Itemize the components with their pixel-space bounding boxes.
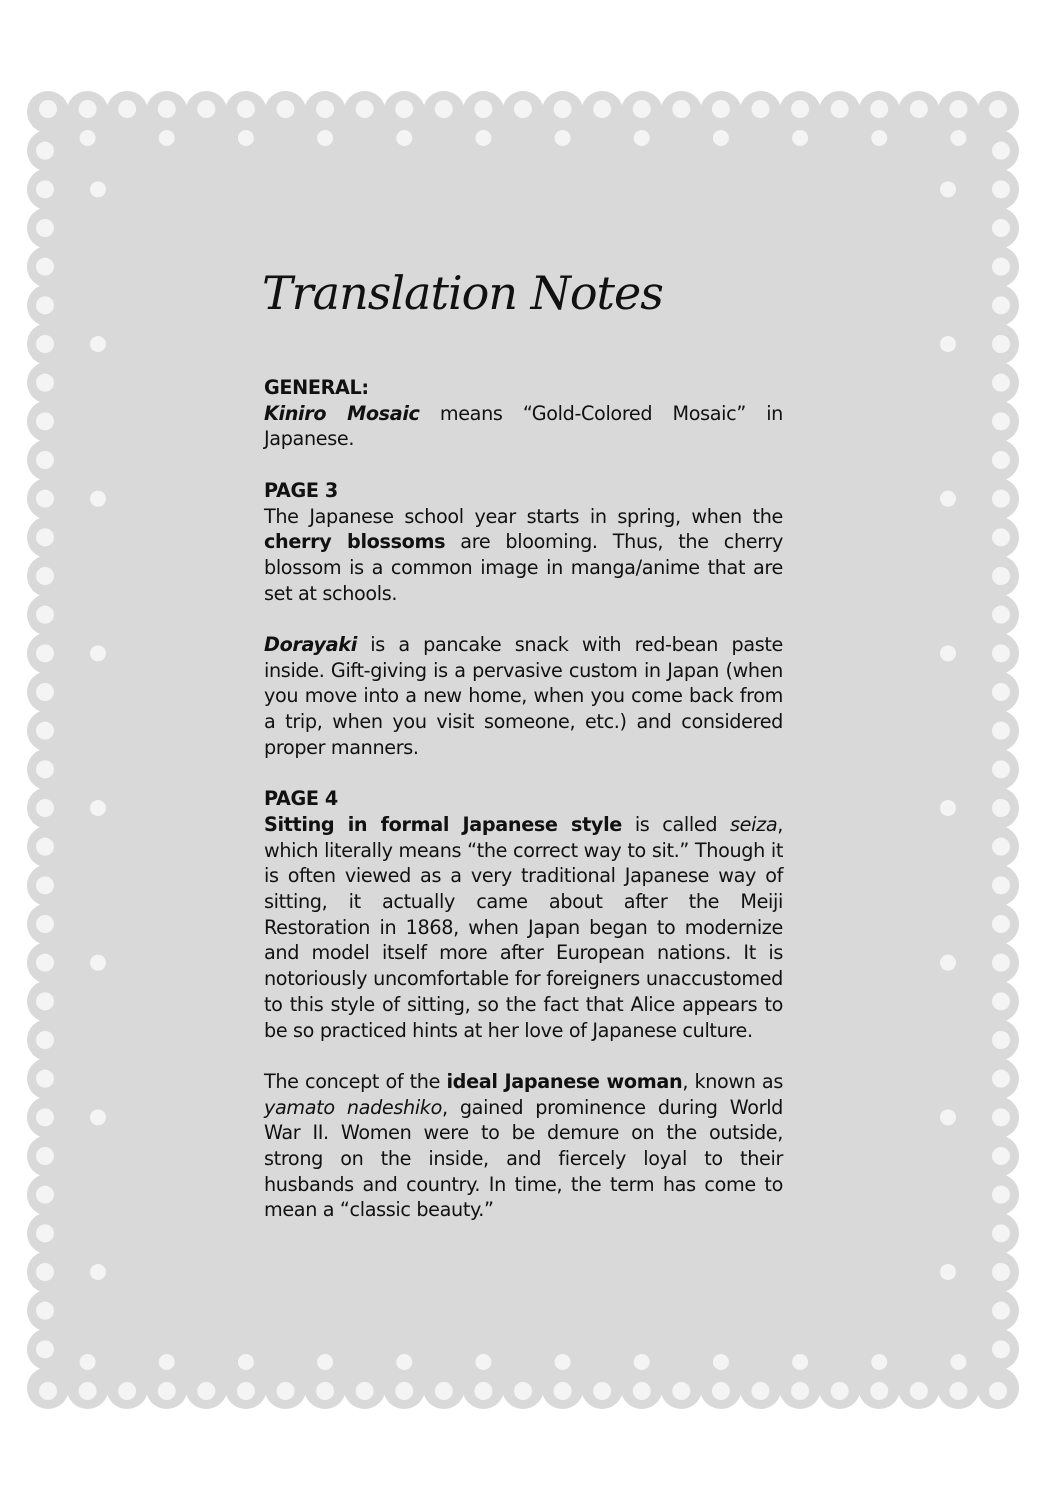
lace-hole [36,992,54,1010]
lace-hole [36,490,54,508]
lace-dot [940,181,956,197]
lace-hole [992,1340,1010,1358]
lace-dot [555,1354,571,1370]
lace-hole [992,567,1010,585]
lace-hole [36,412,54,430]
lace-hole [752,100,770,118]
lace-hole [949,100,967,118]
lace-hole [992,1031,1010,1049]
lace-dot [871,130,887,146]
lace-hole [992,258,1010,276]
lace-dot [555,130,571,146]
emphasis-term: ideal Japanese woman [446,1069,683,1093]
lace-hole [992,606,1010,624]
lace-hole [633,1382,651,1400]
emphasis-term: Dorayaki [264,633,357,656]
lace-hole [992,760,1010,778]
lace-hole [36,915,54,933]
lace-dot [396,1354,412,1370]
lace-hole [992,954,1010,972]
text-run: , gained prominence during World War II. Women were to be demure on the outside, strong on the inside, and fiercely loyal to their husbands and country. In time, the term has come to mean a “classic beauty.” [264,1095,784,1222]
lace-hole [992,180,1010,198]
lace-hole [593,100,611,118]
lace-dot [159,1354,175,1370]
lace-hole [36,1340,54,1358]
lace-hole [474,1382,492,1400]
text-run: is a pancake snack with red-bean paste inside. Gift-giving is a pervasive custom in Japan (when you move into a new home, when you come back from a trip, when you visit someone, etc.) and considered proper manners. [264,633,783,759]
note-paragraph [264,1069,783,1223]
lace-hole [992,374,1010,392]
lace-dot [940,1109,956,1125]
lace-hole [237,100,255,118]
section-heading: PAGE 3 [264,478,338,502]
lace-hole [514,1382,532,1400]
lace-hole [992,799,1010,817]
lace-hole [36,1263,54,1281]
lace-hole [435,100,453,118]
lace-hole [474,100,492,118]
lace-hole [831,1382,849,1400]
lace-hole [992,1108,1010,1126]
lace-hole [79,100,97,118]
lace-dot [90,181,106,197]
lace-hole [36,335,54,353]
lace-hole [712,100,730,118]
lace-dot [713,130,729,146]
lace-hole [992,722,1010,740]
lace-hole [36,644,54,662]
lace-hole [435,1382,453,1400]
lace-hole [36,567,54,585]
lace-hole [992,1070,1010,1088]
notes-section [264,478,783,761]
lace-hole [36,528,54,546]
lace-hole [949,1382,967,1400]
lace-hole [672,1382,690,1400]
lace-hole [316,1382,334,1400]
emphasis-term: Kiniro Mosaic [264,401,420,425]
lace-dot [940,491,956,507]
lace-hole [791,100,809,118]
lace-hole [554,100,572,118]
lace-hole [992,412,1010,430]
lace-hole [992,992,1010,1010]
lace-hole [36,799,54,817]
notes-body [264,375,783,1249]
section-heading: GENERAL: [264,376,369,399]
text-run: is called [621,812,731,836]
lace-hole [36,296,54,314]
lace-dot [713,1354,729,1370]
lace-hole [395,100,413,118]
lace-hole [992,1224,1010,1242]
lace-hole [36,760,54,778]
emphasis-term: cherry blossoms [264,530,446,554]
lace-hole [992,296,1010,314]
lace-hole [992,876,1010,894]
lace-dot [90,1109,106,1125]
lace-hole [831,100,849,118]
lace-hole [39,1382,57,1400]
lace-hole [870,100,888,118]
lace-hole [118,1382,136,1400]
lace-dot [238,1354,254,1370]
note-paragraph [264,401,783,452]
lace-hole [36,374,54,392]
lace-hole [36,1224,54,1242]
lace-dot [80,130,96,146]
lace-dot [238,130,254,146]
lace-hole [197,100,215,118]
lace-hole [36,180,54,198]
lace-hole [752,1382,770,1400]
lace-hole [992,335,1010,353]
lace-dot [792,1354,808,1370]
lace-hole [36,1302,54,1320]
lace-hole [36,219,54,237]
note-paragraph [264,504,783,607]
lace-hole [870,1382,888,1400]
lace-hole [158,100,176,118]
lace-hole [992,1147,1010,1165]
text-run: , known as [682,1069,783,1093]
note-paragraph [264,632,783,761]
lace-hole [36,451,54,469]
lace-hole [277,100,295,118]
lace-hole [39,100,57,118]
text-run: are blooming. Thus, the cherry blossom is a common image in manga/anime that are set at schools. [264,530,784,605]
lace-dot [792,130,808,146]
lace-hole [992,915,1010,933]
page-title: Translation Notes [262,266,663,320]
lace-hole [36,1108,54,1126]
lace-hole [36,683,54,701]
lace-hole [989,100,1007,118]
lace-hole [712,1382,730,1400]
lace-hole [992,644,1010,662]
text-run: The concept of the [264,1069,447,1093]
lace-hole [118,100,136,118]
lace-hole [992,1186,1010,1204]
lace-dot [475,1354,491,1370]
lace-hole [36,258,54,276]
emphasis-term: seiza [730,812,778,836]
lace-dot [80,1354,96,1370]
lace-hole [356,1382,374,1400]
lace-hole [36,876,54,894]
text-run: , which literally means “the correct way to sit.” Though it is often viewed as a very traditional Japanese way of sitting, it actually came about after the Meiji Restoration in 1868, when Japan began to modernize and model itself more after European nations. It is notoriously uncomfortable for foreigners unaccustomed to this style of sitting, so the fact that Alice appears to be so practiced hints at her love of Japanese culture. [264,812,783,1042]
lace-hole [395,1382,413,1400]
lace-hole [992,1302,1010,1320]
lace-dot [950,130,966,146]
emphasis-term: Sitting in formal Japanese style [264,812,622,836]
lace-dot [940,1264,956,1280]
lace-hole [992,451,1010,469]
lace-hole [237,1382,255,1400]
lace-dot [940,800,956,816]
lace-dot [159,130,175,146]
lace-dot [396,130,412,146]
lace-hole [992,683,1010,701]
lace-dot [90,491,106,507]
lace-hole [992,142,1010,160]
lace-hole [356,100,374,118]
lace-dot [317,130,333,146]
notes-section [264,786,783,1223]
section-heading: PAGE 4 [264,787,338,811]
lace-hole [593,1382,611,1400]
lace-dot [90,955,106,971]
lace-hole [992,1263,1010,1281]
emphasis-term: yamato nadeshiko [264,1095,442,1119]
lace-hole [992,219,1010,237]
notes-section [264,375,783,452]
lace-dot [950,1354,966,1370]
lace-hole [910,100,928,118]
lace-hole [36,1031,54,1049]
lace-dot [90,645,106,661]
lace-dot [317,1354,333,1370]
lace-hole [992,528,1010,546]
lace-dot [90,800,106,816]
lace-hole [316,100,334,118]
lace-dot [940,955,956,971]
lace-hole [633,100,651,118]
lace-hole [36,1186,54,1204]
lace-hole [197,1382,215,1400]
text-run: means “Gold-Colored Mosaic” in Japanese. [264,401,783,451]
lace-hole [554,1382,572,1400]
lace-hole [910,1382,928,1400]
lace-hole [36,954,54,972]
lace-dot [634,1354,650,1370]
lace-dot [475,130,491,146]
lace-hole [79,1382,97,1400]
lace-hole [791,1382,809,1400]
lace-hole [36,1070,54,1088]
lace-hole [36,142,54,160]
lace-hole [989,1382,1007,1400]
lace-dot [940,336,956,352]
lace-hole [672,100,690,118]
lace-dot [871,1354,887,1370]
text-run: The Japanese school year starts in spring, when the [264,504,783,528]
lace-hole [992,490,1010,508]
lace-dot [90,1264,106,1280]
lace-hole [36,838,54,856]
lace-hole [158,1382,176,1400]
lace-dot [940,645,956,661]
lace-hole [36,1147,54,1165]
lace-hole [36,722,54,740]
note-paragraph [264,812,783,1043]
lace-dot [90,336,106,352]
lace-hole [992,838,1010,856]
lace-hole [277,1382,295,1400]
lace-hole [514,100,532,118]
lace-hole [36,606,54,624]
lace-dot [634,130,650,146]
